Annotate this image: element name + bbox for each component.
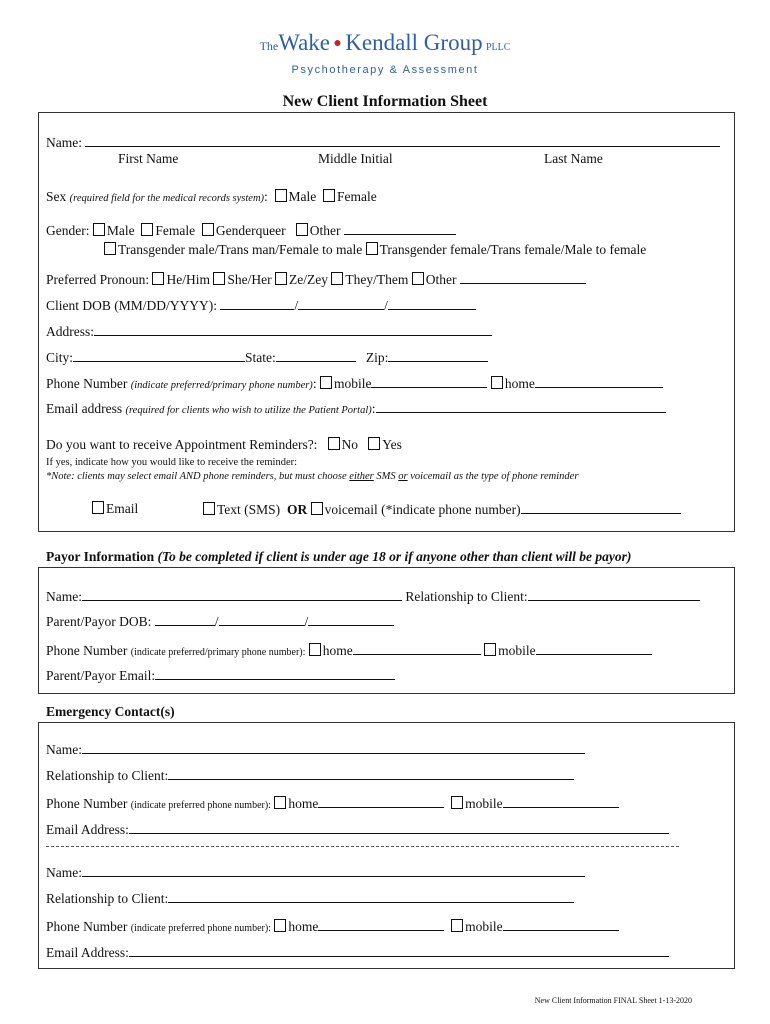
payor-email-field[interactable] <box>155 667 395 680</box>
pronoun-other-field[interactable] <box>460 271 586 284</box>
client-name-label: Name: <box>46 135 82 150</box>
footer-text: New Client Information FINAL Sheet 1-13-2020 <box>534 996 692 1005</box>
pronoun-he-checkbox[interactable] <box>152 272 164 285</box>
city-field[interactable] <box>73 349 245 362</box>
ec2-mobile-label: mobile <box>465 919 503 934</box>
sex-note: (required field for the medical records system) <box>69 193 265 204</box>
dob-month-field[interactable] <box>220 297 294 310</box>
pronoun-label: Preferred Pronoun: <box>46 272 150 287</box>
payor-phone-note: (indicate preferred/primary phone number): <box>130 647 306 658</box>
phone-label: Phone Number <box>46 376 128 391</box>
first-name-caption: First Name <box>118 151 179 166</box>
phone-home-checkbox[interactable] <box>491 376 503 389</box>
gender-male-label: Male <box>106 223 135 238</box>
payor-email-label: Parent/Payor Email: <box>46 668 156 683</box>
email-note: (required for clients who wish to utilize the Patient Portal) <box>125 405 372 416</box>
payor-dob-slash: / <box>214 614 219 629</box>
state-label: State: <box>245 350 276 365</box>
reminder-email-checkbox[interactable] <box>92 501 104 514</box>
dob-slash: / <box>384 298 388 313</box>
ec2-phone-note: (indicate preferred phone number): <box>130 923 271 934</box>
reminder-yes-checkbox[interactable] <box>368 437 380 450</box>
dob-year-field[interactable] <box>388 297 476 310</box>
payor-email-row <box>46 667 395 684</box>
logo-subtitle: Psychotherapy & Assessment <box>291 64 479 76</box>
trans-male-label: Transgender male/Trans man/Female to male <box>118 242 363 257</box>
payor-relationship-field[interactable] <box>528 588 700 601</box>
client-dob-row <box>46 297 476 314</box>
payor-name-field[interactable] <box>82 588 402 601</box>
ec2-relationship-field[interactable] <box>168 890 574 903</box>
email-field[interactable] <box>376 400 666 413</box>
ec2-email-label: Email Address: <box>46 945 129 960</box>
reminder-note-sms: SMS <box>373 471 399 482</box>
ec2-name-field[interactable] <box>82 864 585 877</box>
reminder-note-1: If yes, indicate how you would like to receive the reminder: <box>46 457 298 468</box>
ec2-home-checkbox[interactable] <box>274 919 286 932</box>
last-name-caption: Last Name <box>544 151 603 166</box>
reminder-email-label: Email <box>106 501 139 516</box>
gender-other-label: Other <box>309 223 341 238</box>
ec2-relationship-row <box>46 890 574 907</box>
payor-dob-month-field[interactable] <box>155 613 215 626</box>
payor-mobile-field[interactable] <box>536 642 652 655</box>
trans-female-label: Transgender female/Trans female/Male to female <box>379 242 647 257</box>
ec1-email-field[interactable] <box>129 821 669 834</box>
payor-dob-row <box>46 613 394 630</box>
ec1-name-field[interactable] <box>82 741 585 754</box>
sex-female-label: Female <box>337 189 377 204</box>
pronoun-other-checkbox[interactable] <box>412 272 424 285</box>
payor-dob-slash: / <box>304 614 309 629</box>
sex-male-label: Male <box>288 189 317 204</box>
pronoun-ze-label: Ze/Zey <box>288 272 328 287</box>
payor-phone-row <box>46 642 652 659</box>
phone-mobile-label: mobile <box>333 376 372 391</box>
payor-mobile-checkbox[interactable] <box>484 643 496 656</box>
genderqueer-checkbox[interactable] <box>202 223 214 236</box>
gender-other-checkbox[interactable] <box>296 223 308 236</box>
reminder-text-label: Text (SMS) <box>217 502 281 517</box>
pronoun-she-label: She/Her <box>227 272 272 287</box>
contact-divider <box>46 846 679 847</box>
ec2-phone-row <box>46 918 619 935</box>
reminder-yes-label: Yes <box>382 437 402 452</box>
ec1-phone-label: Phone Number <box>46 796 128 811</box>
logo-dot-icon: ● <box>333 36 342 51</box>
reminder-or: OR <box>286 502 308 517</box>
ec2-name-label: Name: <box>46 865 82 880</box>
sex-female-checkbox[interactable] <box>323 189 335 202</box>
ec2-email-row <box>46 944 669 961</box>
reminder-phone-options <box>203 501 681 518</box>
gender-female-checkbox[interactable] <box>141 223 153 236</box>
reminder-note-2b: voicemail as the type of phone reminder <box>407 471 579 482</box>
gender-trans-row <box>104 242 646 258</box>
emergency-heading: Emergency Contact(s) <box>46 704 175 719</box>
page-title: New Client Information Sheet <box>282 93 488 110</box>
logo-pllc: PLLC <box>485 42 511 53</box>
ec1-home-label: home <box>288 796 319 811</box>
reminder-email-option <box>92 501 138 517</box>
payor-home-label: home <box>322 643 353 658</box>
ec1-mobile-field[interactable] <box>503 795 619 808</box>
address-row <box>46 323 492 340</box>
gender-other-field[interactable] <box>344 222 456 235</box>
payor-heading <box>46 549 631 565</box>
pronoun-they-label: They/Them <box>345 272 409 287</box>
pronoun-he-label: He/Him <box>166 272 210 287</box>
city-state-zip-row <box>46 349 488 366</box>
zip-field[interactable] <box>388 349 488 362</box>
address-label: Address: <box>46 324 94 339</box>
ec2-phone-label: Phone Number <box>46 919 128 934</box>
payor-heading-note: (To be completed if client is under age 18 or if anyone other than client will be payor) <box>157 549 632 564</box>
logo-the: The <box>259 39 279 53</box>
gender-label: Gender: <box>46 223 90 238</box>
reminder-note-or: or <box>398 471 408 482</box>
pronoun-other-label: Other <box>425 272 457 287</box>
phone-home-label: home <box>504 376 535 391</box>
ec1-mobile-checkbox[interactable] <box>451 796 463 809</box>
gender-male-checkbox[interactable] <box>93 223 105 236</box>
pronoun-they-checkbox[interactable] <box>331 272 343 285</box>
ec1-mobile-label: mobile <box>465 796 503 811</box>
reminder-no-checkbox[interactable] <box>328 437 340 450</box>
reminder-no-label: No <box>341 437 359 452</box>
payor-dob-label: Parent/Payor DOB: <box>46 614 152 629</box>
ec1-phone-row <box>46 795 619 812</box>
ec1-name-row <box>46 741 585 758</box>
genderqueer-label: Genderqueer <box>215 223 286 238</box>
client-name-row <box>46 134 720 151</box>
dob-slash: / <box>294 298 299 313</box>
payor-name-label: Name: <box>46 589 82 604</box>
ec1-home-checkbox[interactable] <box>274 796 286 809</box>
payor-home-checkbox[interactable] <box>309 643 321 656</box>
client-name-field[interactable] <box>85 134 720 147</box>
logo-wake: Wake <box>278 30 331 55</box>
reminder-question: Do you want to receive Appointment Reminders?: <box>46 437 318 452</box>
ec1-phone-note: (indicate preferred phone number): <box>130 800 271 811</box>
dob-day-field[interactable] <box>298 297 384 310</box>
sex-colon: : <box>264 189 268 204</box>
gender-female-label: Female <box>155 223 196 238</box>
trans-female-checkbox[interactable] <box>366 242 378 255</box>
gender-row <box>46 222 456 239</box>
client-phone-row: Phone Number (indicate preferred/primary phone number): mobile home <box>46 375 663 392</box>
pronoun-row <box>46 271 586 288</box>
trans-male-checkbox[interactable] <box>104 242 116 255</box>
address-field[interactable] <box>94 323 492 336</box>
zip-label: Zip: <box>365 350 389 365</box>
client-dob-label: Client DOB (MM/DD/YYYY): <box>46 298 217 313</box>
pronoun-ze-checkbox[interactable] <box>275 272 287 285</box>
voicemail-phone-field[interactable] <box>521 501 681 514</box>
ec2-relationship-label: Relationship to Client: <box>46 891 169 906</box>
ec1-relationship-row <box>46 767 574 784</box>
payor-name-row <box>46 588 700 605</box>
payor-dob-day-field[interactable] <box>219 613 305 626</box>
email-label: Email address <box>46 401 123 416</box>
sex-row <box>46 189 377 205</box>
payor-phone-label: Phone Number <box>46 643 128 658</box>
middle-initial-caption: Middle Initial <box>318 151 393 166</box>
client-info-box <box>38 112 735 532</box>
ec1-relationship-field[interactable] <box>168 767 574 780</box>
ec1-name-label: Name: <box>46 742 82 757</box>
logo-kendall: Kendall Group <box>345 30 483 55</box>
ec2-home-field[interactable] <box>318 918 444 931</box>
reminder-note-2a: *Note: clients may select email AND phone reminders, but must choose <box>46 471 350 482</box>
reminder-voicemail-checkbox[interactable] <box>311 502 323 515</box>
client-email-row: Email address (required for clients who wish to utilize the Patient Portal): <box>46 400 666 417</box>
company-logo <box>0 30 770 56</box>
ec1-home-field[interactable] <box>318 795 444 808</box>
ec1-email-label: Email Address: <box>46 822 129 837</box>
sex-male-checkbox[interactable] <box>275 189 287 202</box>
mobile-phone-field[interactable] <box>371 375 487 388</box>
state-field[interactable] <box>276 349 356 362</box>
ec2-home-label: home <box>288 919 319 934</box>
city-label: City: <box>46 350 74 365</box>
ec2-mobile-checkbox[interactable] <box>451 919 463 932</box>
ec2-email-field[interactable] <box>129 944 669 957</box>
phone-mobile-checkbox[interactable] <box>320 376 332 389</box>
home-phone-field[interactable] <box>535 375 663 388</box>
reminder-voicemail-label: voicemail (*indicate phone number) <box>324 502 521 517</box>
reminder-note-either: either <box>349 471 374 482</box>
ec2-name-row <box>46 864 585 881</box>
phone-note: (indicate preferred/primary phone number) <box>130 380 313 391</box>
ec2-mobile-field[interactable] <box>503 918 619 931</box>
payor-home-field[interactable] <box>353 642 481 655</box>
ec1-email-row <box>46 821 669 838</box>
reminder-text-checkbox[interactable] <box>203 502 215 515</box>
payor-dob-year-field[interactable] <box>308 613 394 626</box>
sex-label: Sex <box>46 189 67 204</box>
ec1-relationship-label: Relationship to Client: <box>46 768 169 783</box>
pronoun-she-checkbox[interactable] <box>213 272 225 285</box>
reminder-row <box>46 437 402 453</box>
payor-relationship-label: Relationship to Client: <box>405 589 528 604</box>
reminder-note-2 <box>46 471 578 482</box>
payor-mobile-label: mobile <box>498 643 536 658</box>
payor-heading-label: Payor Information <box>46 549 155 564</box>
